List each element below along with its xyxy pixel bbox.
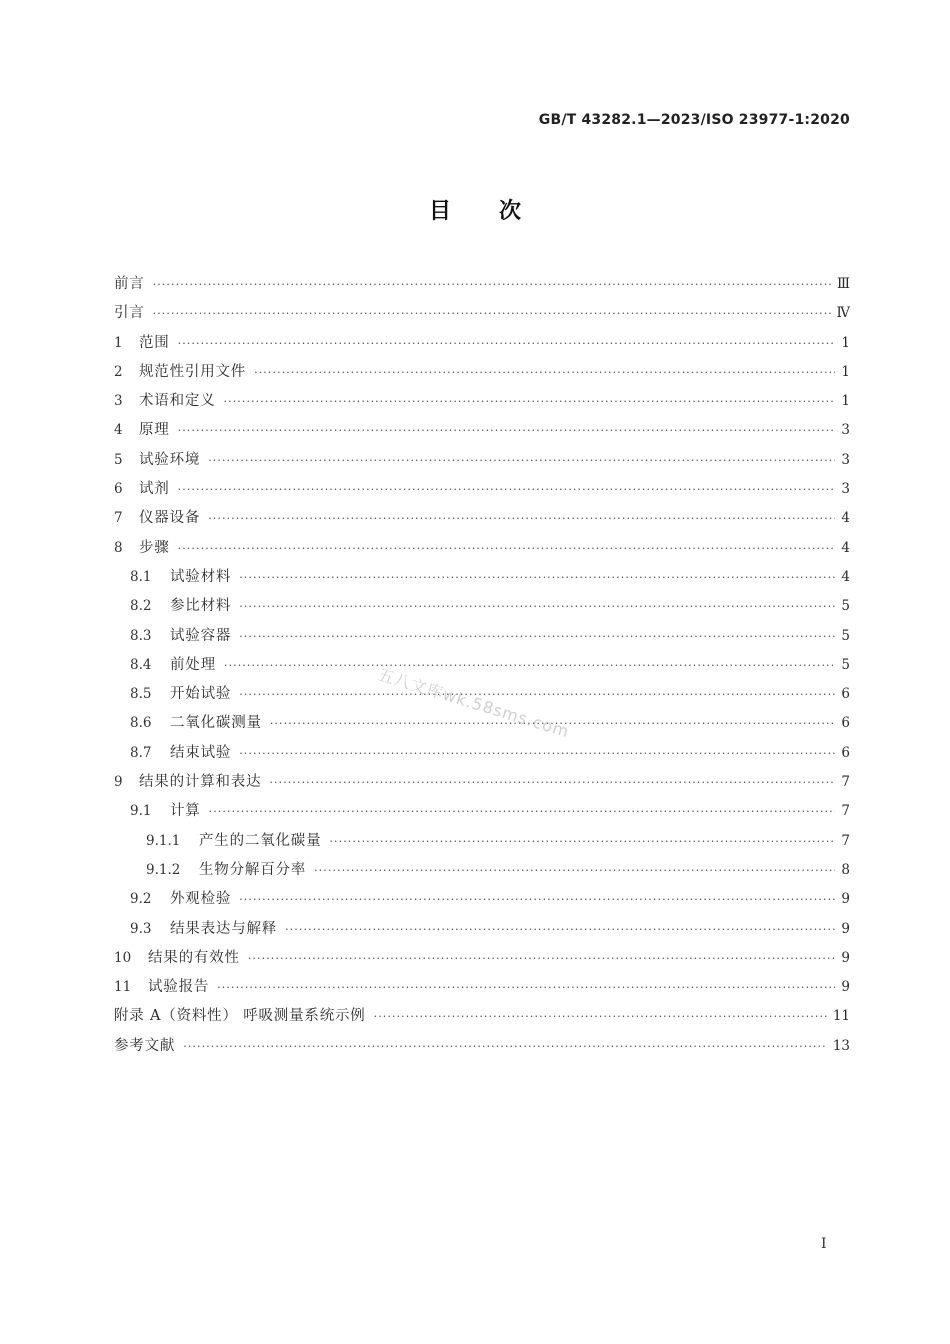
toc-entry-page: 7 xyxy=(841,832,850,849)
toc-entry[interactable] xyxy=(114,358,850,387)
toc-entry-label: 仪器设备 xyxy=(139,510,201,527)
toc-entry-page: 3 xyxy=(841,451,850,468)
toc-leader-dots xyxy=(239,592,835,621)
toc-entry-page: 9 xyxy=(841,949,850,966)
toc-leader-dots xyxy=(153,299,831,328)
toc-leader-dots xyxy=(153,270,831,299)
table-of-contents xyxy=(114,270,850,1061)
toc-entry[interactable] xyxy=(114,973,850,1002)
toc-entry-page: 3 xyxy=(841,481,850,498)
toc-entry[interactable] xyxy=(114,885,850,914)
toc-entry-number: 8.5 xyxy=(130,686,152,703)
toc-entry-number: 9.2 xyxy=(130,891,152,908)
toc-entry-number: 10 xyxy=(114,949,132,966)
toc-entry[interactable] xyxy=(114,387,850,416)
toc-entry-number: 8.3 xyxy=(130,627,152,644)
toc-entry-page: 9 xyxy=(841,920,850,937)
toc-entry[interactable] xyxy=(114,299,850,328)
toc-entry-number: 9.1 xyxy=(130,803,152,820)
toc-entry-number: 8.2 xyxy=(130,598,152,615)
toc-entry-number: 9 xyxy=(114,774,123,791)
toc-leader-dots xyxy=(239,622,835,651)
toc-entry[interactable] xyxy=(114,416,850,445)
toc-entry[interactable] xyxy=(114,592,850,621)
toc-entry[interactable] xyxy=(114,739,850,768)
toc-title: 目次 xyxy=(428,199,569,224)
toc-entry-label: 参比材料 xyxy=(170,598,232,615)
toc-entry-label: 结果表达与解释 xyxy=(170,920,278,937)
watermark: 五八文库wk.58sms.com xyxy=(375,664,572,742)
toc-leader-dots xyxy=(208,504,835,533)
toc-entry-label: 外观检验 xyxy=(170,891,232,908)
toc-entry[interactable] xyxy=(114,651,850,680)
toc-entry[interactable] xyxy=(114,504,850,533)
toc-entry[interactable] xyxy=(114,797,850,826)
toc-entry-page: 1 xyxy=(841,393,850,410)
toc-entry-label: 试验容器 xyxy=(170,627,232,644)
toc-entry-label: 开始试验 xyxy=(170,686,232,703)
toc-entry-label: 引言 xyxy=(114,305,145,322)
toc-entry-page: 1 xyxy=(841,334,850,351)
toc-leader-dots xyxy=(269,768,835,797)
toc-entry-page: 9 xyxy=(841,979,850,996)
toc-entry-number: 7 xyxy=(114,510,123,527)
toc-entry[interactable] xyxy=(114,1002,850,1031)
toc-entry-page: Ⅲ xyxy=(836,276,850,292)
toc-entry[interactable] xyxy=(114,768,850,797)
toc-entry-page: 4 xyxy=(841,568,850,585)
toc-leader-dots xyxy=(329,827,835,856)
toc-leader-dots xyxy=(239,885,835,914)
toc-entry-page: 6 xyxy=(841,715,850,732)
toc-entry-number: 5 xyxy=(114,451,123,468)
toc-entry[interactable] xyxy=(114,622,850,651)
toc-entry-page: 7 xyxy=(841,803,850,820)
toc-leader-dots xyxy=(178,534,836,563)
toc-entry[interactable] xyxy=(114,475,850,504)
toc-entry-label: 试验环境 xyxy=(139,451,201,468)
toc-entry-label: 参考文献 xyxy=(114,1037,176,1054)
toc-entry-label: 附录 A（资料性） 呼吸测量系统示例 xyxy=(114,1008,366,1025)
toc-entry-label: 术语和定义 xyxy=(139,393,216,410)
toc-entry[interactable] xyxy=(114,329,850,358)
toc-entry-label: 试验材料 xyxy=(170,568,232,585)
toc-entry-number: 4 xyxy=(114,422,123,439)
toc-entry-label: 试验报告 xyxy=(148,979,210,996)
toc-entry-number: 8 xyxy=(114,539,123,556)
toc-entry-page: 5 xyxy=(841,598,850,615)
toc-entry-page: 8 xyxy=(841,861,850,878)
toc-leader-dots xyxy=(183,1032,827,1061)
toc-leader-dots xyxy=(209,797,836,826)
toc-entry-page: 9 xyxy=(841,891,850,908)
toc-leader-dots xyxy=(248,944,836,973)
toc-entry[interactable] xyxy=(114,446,850,475)
toc-entry[interactable] xyxy=(114,1032,850,1061)
toc-entry-page: 4 xyxy=(841,510,850,527)
toc-leader-dots xyxy=(224,387,836,416)
toc-entry-label: 步骤 xyxy=(139,539,170,556)
toc-entry-page: 6 xyxy=(841,686,850,703)
toc-entry-label: 原理 xyxy=(139,422,170,439)
toc-entry-number: 8.6 xyxy=(130,715,152,732)
toc-entry-number: 8.1 xyxy=(130,568,152,585)
toc-entry-label: 前处理 xyxy=(170,656,216,673)
toc-entry-number: 6 xyxy=(114,481,123,498)
toc-entry-number: 9.1.1 xyxy=(146,832,181,849)
toc-leader-dots xyxy=(254,358,835,387)
toc-leader-dots xyxy=(178,329,836,358)
toc-entry[interactable] xyxy=(114,563,850,592)
toc-leader-dots xyxy=(239,563,835,592)
toc-leader-dots xyxy=(178,416,836,445)
toc-entry-page: 4 xyxy=(841,539,850,556)
toc-leader-dots xyxy=(374,1002,827,1031)
toc-leader-dots xyxy=(239,680,835,709)
toc-entry[interactable] xyxy=(114,915,850,944)
toc-entry-label: 规范性引用文件 xyxy=(139,363,247,380)
toc-entry[interactable] xyxy=(114,270,850,299)
toc-entry[interactable] xyxy=(114,534,850,563)
toc-entry[interactable] xyxy=(114,827,850,856)
toc-entry-page: 5 xyxy=(841,627,850,644)
toc-entry-page: 13 xyxy=(832,1037,850,1054)
standard-code: GB/T 43282.1—2023/ISO 23977-1:2020 xyxy=(538,112,850,128)
toc-entry-number: 11 xyxy=(114,979,132,996)
toc-entry-number: 8.4 xyxy=(130,656,152,673)
toc-entry-page: 11 xyxy=(832,1008,850,1025)
toc-entry-label: 试剂 xyxy=(139,481,170,498)
toc-leader-dots xyxy=(208,446,835,475)
toc-entry-label: 结果的计算和表达 xyxy=(139,774,262,791)
toc-leader-dots xyxy=(178,475,836,504)
toc-entry-page: 1 xyxy=(841,363,850,380)
toc-entry-label: 产生的二氧化碳量 xyxy=(199,832,322,849)
toc-entry-label: 结束试验 xyxy=(170,744,232,761)
toc-entry-number: 9.3 xyxy=(130,920,152,937)
toc-leader-dots xyxy=(217,973,835,1002)
toc-entry-page: 6 xyxy=(841,744,850,761)
toc-leader-dots xyxy=(239,739,835,768)
toc-entry-number: 2 xyxy=(114,363,123,380)
toc-leader-dots xyxy=(285,915,835,944)
toc-entry-number: 8.7 xyxy=(130,744,152,761)
page-number: I xyxy=(821,1236,827,1252)
toc-entry[interactable] xyxy=(114,944,850,973)
toc-entry-label: 范围 xyxy=(139,334,170,351)
toc-entry-label: 生物分解百分率 xyxy=(199,861,307,878)
toc-entry-page: Ⅳ xyxy=(836,305,850,322)
toc-entry-label: 结果的有效性 xyxy=(148,949,240,966)
toc-leader-dots xyxy=(224,651,836,680)
toc-entry-page: 5 xyxy=(841,656,850,673)
toc-entry-number: 1 xyxy=(114,334,123,351)
toc-entry-number: 9.1.2 xyxy=(146,861,181,878)
toc-entry-page: 7 xyxy=(841,774,850,791)
toc-entry-label: 计算 xyxy=(170,803,201,820)
toc-entry-label: 二氧化碳测量 xyxy=(170,715,262,732)
toc-entry-number: 3 xyxy=(114,393,123,410)
toc-entry-label: 前言 xyxy=(114,276,145,292)
toc-entry-page: 3 xyxy=(841,422,850,439)
toc-leader-dots xyxy=(314,856,835,885)
toc-entry[interactable] xyxy=(114,856,850,885)
